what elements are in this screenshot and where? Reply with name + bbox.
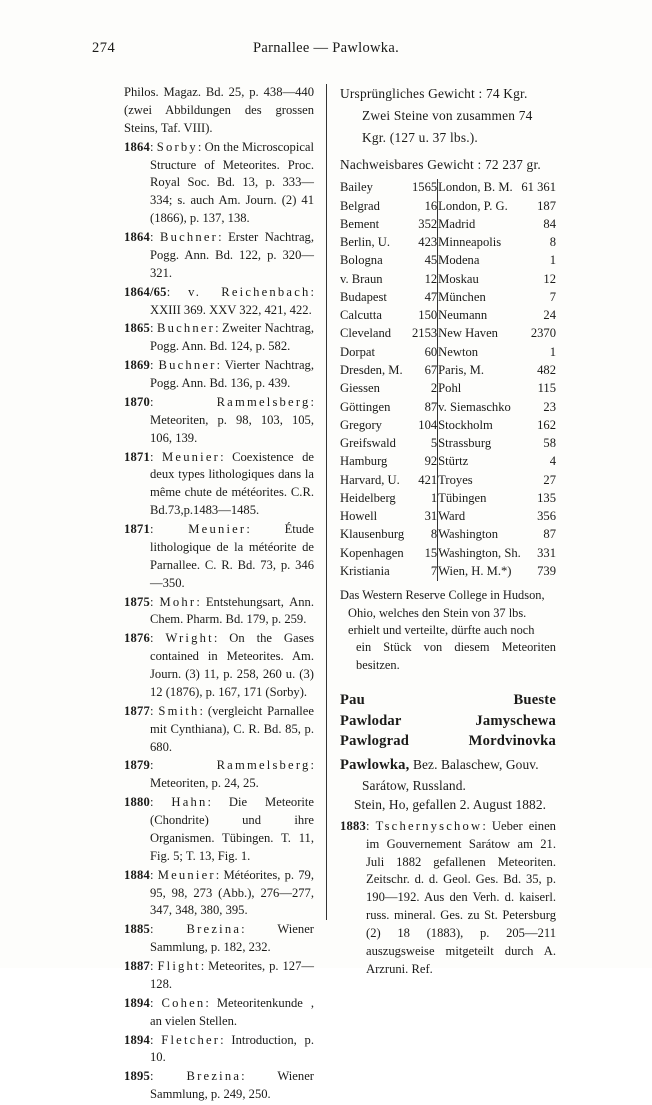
table-row: Gregory 104 Stockholm 162 <box>340 417 556 435</box>
table-row: Hamburg 92 Stürtz 4 <box>340 453 556 471</box>
bibliography-entry: 1870: Rammelsberg: Meteoriten, p. 98, 103, 105, 106, 139. <box>124 394 314 445</box>
collections-weight-table <box>340 179 556 581</box>
bibliography-entry: 1875: Mohr: Entstehungsart, Ann. Chem. Pharm. Bd. 179, p. 259. <box>124 594 315 627</box>
table-row: Bologna 45 Modena 1 <box>340 252 556 270</box>
table-row: Bailey 1565 London, B. M. 61 361 <box>340 179 556 197</box>
main-locality-entry: Pawlowka, Bez. Balaschew, Gouv. Sarátow, Russland. Stein, Ho, gefallen 2. August 1882. <box>340 757 547 813</box>
table-row: Dresden, M. 67 Paris, M. 482 <box>340 362 556 380</box>
original-weight-line: Zwei Steine von zusammen 74 <box>362 108 533 124</box>
bibliography-entry: 1876: Wright: On the Gases contained in Meteorites. Am. Journ. (3) 11, p. 258, 260 u. (3) 12 (1876), p. 167, 171 (Sorby). <box>124 631 314 699</box>
bibliography-entry: 1871: Meunier: Coexistence de deux types lithologiques dans la même chute de météorites. C.R. Bd.73,p.1483—1485. <box>124 449 314 518</box>
table-row: Heidelberg 1 Tübingen 135 <box>340 490 556 508</box>
table-row: Calcutta 150 Neumann 24 <box>340 307 556 325</box>
locality-cross-references <box>340 690 556 752</box>
table-row: Cleveland 2153 New Haven 2370 <box>340 325 556 343</box>
table-row: Greifswald 5 Strassburg 58 <box>340 435 556 453</box>
table-row: Kristiania 7 Wien, H. M.*) 739 <box>340 563 556 581</box>
continued-entry: Philos. Magaz. Bd. 25, p. 438—440 (zwei Abbildungen des grossen Steins, Taf. VIII). <box>124 85 314 135</box>
column-divider <box>326 84 327 920</box>
bibliography-entry: 1877: Smith: (vergleicht Parnallee mit Cynthiana), C. R. Bd. 85, p. 680. <box>124 703 314 754</box>
footnote-text: Das Western Reserve College in Hudson, Ohio, welches den Stein von 37 lbs. erhielt und verteilte, dürfte auch noch ein Stück von diesem Meteoriten besitzen. <box>340 588 556 672</box>
table-row: Bement 352 Madrid 84 <box>340 216 556 234</box>
bibliography-entry: 1894: Cohen: Meteoritenkunde , an vielen Stellen. <box>124 995 314 1028</box>
bibliography-entry: 1879: Rammelsberg: Meteoriten, p. 24, 25. <box>124 758 314 791</box>
cross-reference-row: Pawlodar Jamyschewa <box>340 712 556 729</box>
bibliography-entry: 1895: Brezina: Wiener Sammlung, p. 249, 250. <box>124 1069 314 1102</box>
verifiable-weight-heading: Nachweisbares Gewicht : 72 237 gr. <box>340 157 541 173</box>
bibliography-entry: 1887: Flight: Meteorites, p. 127—128. <box>124 959 314 991</box>
bibliography-entry: 1871: Meunier: Étude lithologique de la météorite de Parnallee. C. R. Bd. 73, p. 346—350. <box>124 522 314 590</box>
original-weight-line: Kgr. (127 u. 37 lbs.). <box>362 130 478 146</box>
table-row: Kopenhagen 15 Washington, Sh. 331 <box>340 545 556 563</box>
bibliography-entry: 1894: Fletcher: Introduction, p. 10. <box>124 1032 314 1065</box>
table-row: Dorpat 60 Newton 1 <box>340 344 556 362</box>
locality-name: Pawlowka, <box>340 757 410 774</box>
table-row: Budapest 47 München 7 <box>340 289 556 307</box>
table-row: Harvard, U. 421 Troyes 27 <box>340 472 556 490</box>
bibliography-entry: 1864: Buchner: Erster Nachtrag, Pogg. Ann. Bd. 122, p. 320—321. <box>124 230 314 280</box>
bibliography-entry: 1865: Buchner: Zweiter Nachtrag, Pogg. Ann. Bd. 124, p. 582. <box>124 321 314 354</box>
bibliography-entry: 1880: Hahn: Die Meteorite (Chondrite) und ihre Organismen. Tübingen. T. 11, Fig. 5; T. 13, Fig. 1. <box>124 795 314 863</box>
table-row: Berlin, U. 423 Minneapolis 8 <box>340 234 556 252</box>
bibliography-entry: 1883: Tschernyschow: Ueber einen im Gouvernement Sarátow am 21. Juli 1882 gefallenen Meteoriten. Zeitschr. d. d. Geol. Ges. Bd. 35, p. 190—192. Aus den Verh. d. kaiserl. russ. mineral. Ges. zu St. Petersburg (2) 18 (1883), p. 205—211 auszugsweise mitgeteilt durch A. Arzruni. Ref. <box>340 818 556 976</box>
page-number: 274 <box>92 40 116 56</box>
table-row: Howell 31 Ward 356 <box>340 508 556 526</box>
left-column <box>124 84 314 1105</box>
bibliography-entry: 1884: Meunier: Météorites, p. 79, 95, 98, 273 (Abb.), 276—277, 347, 348, 380, 395. <box>124 867 314 918</box>
table-row: Klausenburg 8 Washington 87 <box>340 526 556 544</box>
cross-reference-row: Pau Bueste <box>340 692 556 708</box>
bibliography-entry: 1885: Brezina: Wiener Sammlung, p. 182, 232. <box>124 922 314 955</box>
right-column <box>340 84 556 979</box>
bibliography-entry: 1864/65: v. Reichenbach: XXIII 369. XXV 322, 421, 422. <box>124 284 314 317</box>
table-row: Göttingen 87 v. Siemaschko 23 <box>340 399 556 417</box>
table-row: Giessen 2 Pohl 115 <box>340 380 556 398</box>
running-head: Parnallee — Pawlowka. <box>252 40 400 56</box>
bibliography-entry: 1869: Buchner: Vierter Nachtrag, Pogg. Ann. Bd. 136, p. 439. <box>124 358 314 390</box>
cross-reference-row: Pawlograd Mordvinovka <box>340 733 556 750</box>
table-row: Belgrad 16 London, P. G. 187 <box>340 198 556 216</box>
bibliography-entry: 1864: Sorby: On the Microscopical Structure of Meteorites. Proc. Royal Soc. Bd. 13, p. 333—334; s. auch Am. Journ. (2) 41 (1866), p. 137, 138. <box>124 139 314 226</box>
original-weight-line: Ursprüngliches Gewicht : 74 Kgr. <box>340 86 528 101</box>
table-row: v. Braun 12 Moskau 12 <box>340 271 556 289</box>
